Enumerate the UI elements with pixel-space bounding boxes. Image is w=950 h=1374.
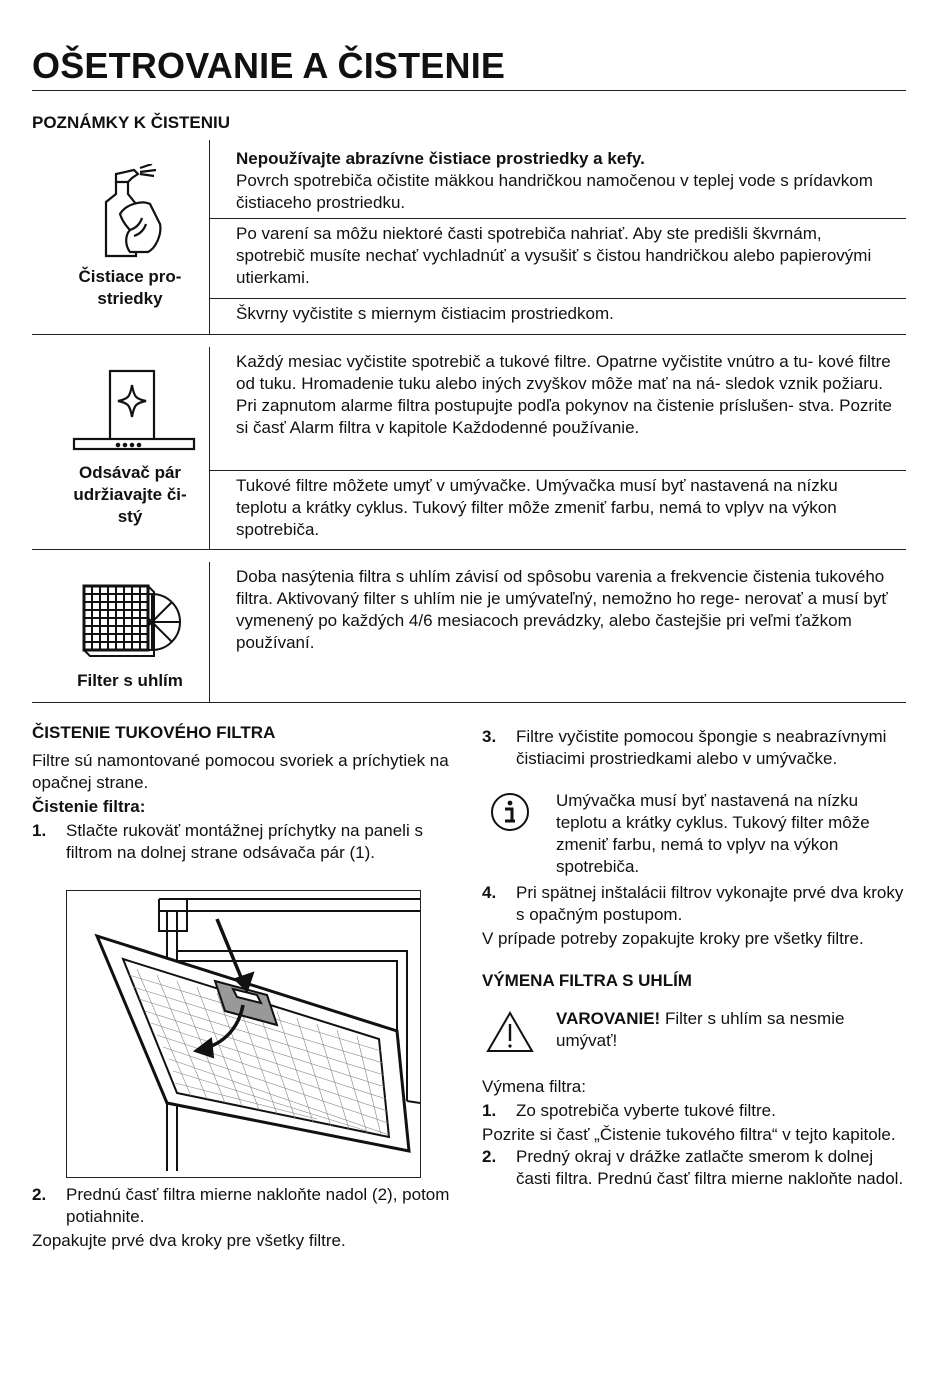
row-label: Filter s uhlím [77, 671, 183, 690]
note-block: Každý mesiac vyčistite spotrebič a tukové filtre. Opatrne vyčistite vnútro a tu- kové filtre od tuku. Hromadenie tuku alebo iných zvyškov môže mať na ná- sledok vznik požiaru. Pri zapnutom alarme filtra postupujte podľa pokynov na čistenie príslušen- stva. Pozrite si časť Alarm filtra v kapitole Každodenné používanie. [210, 347, 906, 471]
warning-icon [486, 1010, 534, 1060]
grease-filter-section [32, 722, 456, 864]
grease-filter-heading: ČISTENIE TUKOVÉHO FILTRA [32, 723, 276, 742]
list-item: 1. Stlačte rukoväť montážnej príchytky na paneli s filtrom na dolnej strane odsávača pár (1). [32, 821, 423, 862]
table-row [32, 335, 906, 550]
page-title: OŠETROVANIE A ČISTENIE [32, 45, 506, 86]
table-row [32, 550, 906, 702]
list-item: 1. Zo spotrebiča vyberte tukové filtre. [482, 1101, 776, 1120]
grease-filter-intro: Filtre sú namontované pomocou svoriek a príchytiek na opačnej strane. [32, 751, 449, 792]
filter-removal-illustration [66, 890, 421, 1178]
replace-label: Výmena filtra: [482, 1077, 586, 1096]
spray-cloth-icon [96, 164, 168, 266]
list-item: 4. Pri spätnej inštalácii filtrov vykonajte prvé dva kroky s opačným postupom. [482, 883, 904, 924]
row-label: Čistiace pro- striedky [78, 267, 182, 308]
hood-sparkle-icon [72, 369, 196, 457]
info-note: Umývačka musí byť nastavená na nízku teplotu a krátky cyklus. Tukový filter môže zmeniť farbu, nemá to vplyv na výkon spotrebiča. [482, 790, 906, 878]
warning-note: VAROVANIE! Filter s uhlím sa nesmie umývať! [482, 1008, 906, 1052]
repeat-note: Zopakujte prvé dva kroky pre všetky filtre. [32, 1231, 346, 1250]
note-block: Tukové filtre môžete umyť v umývačke. Umývačka musí byť nastavená na nízku teplotu a krátky cyklus. Tukový filter môže zmeniť farbu, nemá to vplyv na výkon spotrebiča. [236, 476, 838, 539]
cleaning-notes-heading: POZNÁMKY K ČISTENIU [32, 113, 231, 132]
note-block: Po varení sa môžu niektoré časti spotrebiča nahriať. Aby ste predišli škvrnám, spotrebič musíte nechať vychladnúť a vysušiť s čistou handričkou alebo papierovými utierkami. [210, 219, 906, 299]
row-label: Odsávač pár udržiavajte či- stý [73, 463, 187, 526]
repeat-if-needed: V prípade potreby zopakujte kroky pre všetky filtre. [482, 929, 864, 948]
carbon-filter-heading: VÝMENA FILTRA S UHLÍM [482, 971, 692, 990]
cleaning-notes-table [32, 140, 906, 703]
see-also-note: Pozrite si časť „Čistenie tukového filtra“ v tejto kapitole. [482, 1125, 896, 1144]
title-divider [32, 90, 906, 91]
list-item: 3. Filtre vyčistite pomocou špongie s neabrazívnymi čistiacimi prostriedkami alebo v umývačke. [482, 727, 887, 768]
info-icon [490, 792, 530, 838]
carbon-filter-icon [80, 576, 184, 674]
table-row [32, 140, 906, 335]
note-block: Škvrny vyčistite s miernym čistiacim prostriedkom. [236, 304, 614, 323]
grease-filter-subheading: Čistenie filtra: [32, 797, 146, 816]
list-item: 2. Prednú časť filtra mierne nakloňte nadol (2), potom potiahnite. [32, 1185, 450, 1226]
note-block: Doba nasýtenia filtra s uhlím závisí od spôsobu varenia a frekvencie čistenia tukového filtra. Aktivovaný filter s uhlím nie je umývateľný, nemožno ho rege- nerovať a musí byť vymenený po každých 4/6 mesiacoch prevádzky, alebo častejšie pri veľmi ťažkom používaní. [236, 567, 888, 652]
list-item: 2. Predný okraj v drážke zatlačte smerom k dolnej časti filtra. Prednú časť filtra mierne nakloňte nadol. [482, 1147, 904, 1188]
note-block: Nepoužívajte abrazívne čistiace prostriedky a kefy. Povrch spotrebiča očistite mäkkou handričkou namočenou v teplej vode s prídavkom čistiaceho prostriedku. [210, 140, 906, 219]
